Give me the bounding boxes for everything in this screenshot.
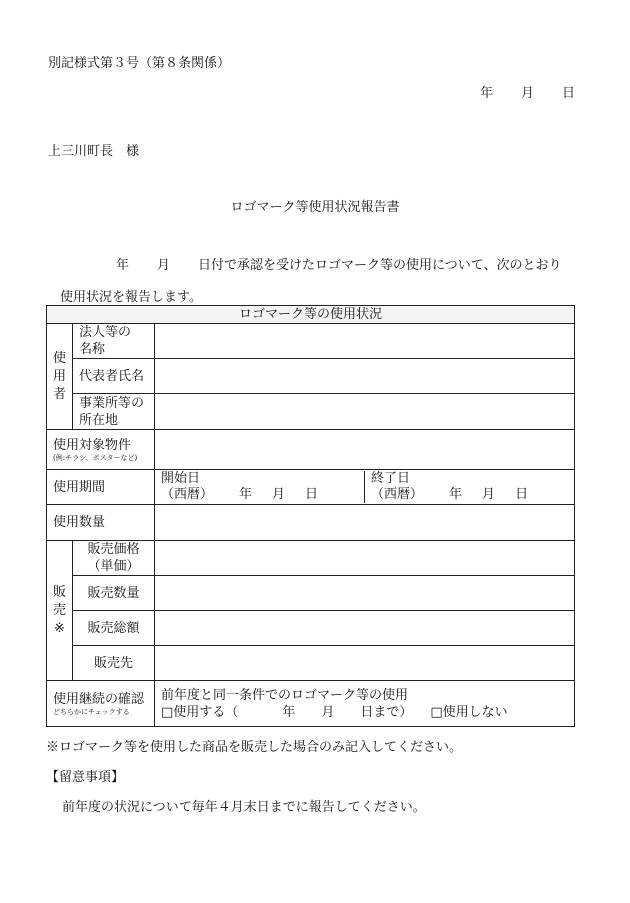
sales-note: ※ロゴマーク等を使用した商品を販売した場合のみ記入してください。 [46, 740, 463, 755]
target-label: 使用対象物件 (例:チラシ、ポスターなど) [47, 430, 155, 470]
intro-line-1 [116, 254, 562, 273]
table-header: ロゴマーク等の使用状況 [47, 306, 575, 324]
document-title: ロゴマーク等使用状況報告書 [230, 200, 400, 215]
intro-rest: 日付で承認を受けたロゴマーク等の使用について、次のとおり [198, 258, 562, 273]
user-group-label: 使 用 者 [47, 324, 73, 430]
date-month: 月 [521, 86, 535, 101]
end-date: 終了日 （西暦） 年 月 日 [371, 471, 529, 502]
intro-line-2: 使用状況を報告します。 [60, 290, 202, 305]
addressee: 上三川町長 様 [48, 144, 140, 159]
continue-use-checkbox[interactable]: □使用する（ [161, 704, 239, 720]
price-field[interactable] [155, 541, 575, 576]
sales-dest-field[interactable] [155, 646, 575, 681]
corp-name-label: 法人等の 名称 [73, 324, 155, 359]
sales-total-field[interactable] [155, 611, 575, 646]
remarks-body: 前年度の状況について毎年４月末日までに報告してください。 [62, 800, 426, 815]
sales-quantity-label: 販売数量 [73, 576, 155, 611]
representative-label: 代表者氏名 [73, 359, 155, 394]
remarks-title: 【留意事項】 [46, 770, 125, 785]
sales-quantity-field[interactable] [155, 576, 575, 611]
office-field[interactable] [155, 394, 575, 430]
date-day: 日 [562, 86, 576, 101]
start-date: 開始日 （西暦） 年 月 日 [155, 471, 365, 503]
continue-nouse-checkbox[interactable]: □使用しない [430, 704, 508, 720]
corp-name-field[interactable] [155, 324, 575, 359]
quantity-label: 使用数量 [47, 505, 155, 541]
sales-total-label: 販売総額 [73, 611, 155, 646]
office-label: 事業所等の 所在地 [73, 394, 155, 430]
form-number: 別記様式第３号（第８条関係） [48, 56, 231, 71]
continue-label: 使用継続の確認 どちらかにチェックする [47, 681, 155, 727]
period-label: 使用期間 [47, 470, 155, 505]
representative-field[interactable] [155, 359, 575, 394]
report-date [480, 82, 575, 101]
continue-line-1: 前年度と同一条件でのロゴマーク等の使用 [161, 687, 409, 703]
intro-month: 月 [157, 258, 171, 273]
target-field[interactable] [155, 430, 575, 470]
continue-field: 前年度と同一条件でのロゴマーク等の使用 □使用する（ 年 月 日まで） □使用しない [155, 681, 575, 727]
sales-dest-label: 販売先 [73, 646, 155, 681]
period-field[interactable] [155, 470, 575, 505]
intro-year: 年 [116, 258, 130, 273]
quantity-field[interactable] [155, 505, 575, 541]
usage-status-table [46, 305, 575, 727]
date-year: 年 [480, 86, 494, 101]
price-label: 販売価格 （単価） [73, 541, 155, 576]
sales-group-label: 販売 ※ [47, 541, 73, 681]
